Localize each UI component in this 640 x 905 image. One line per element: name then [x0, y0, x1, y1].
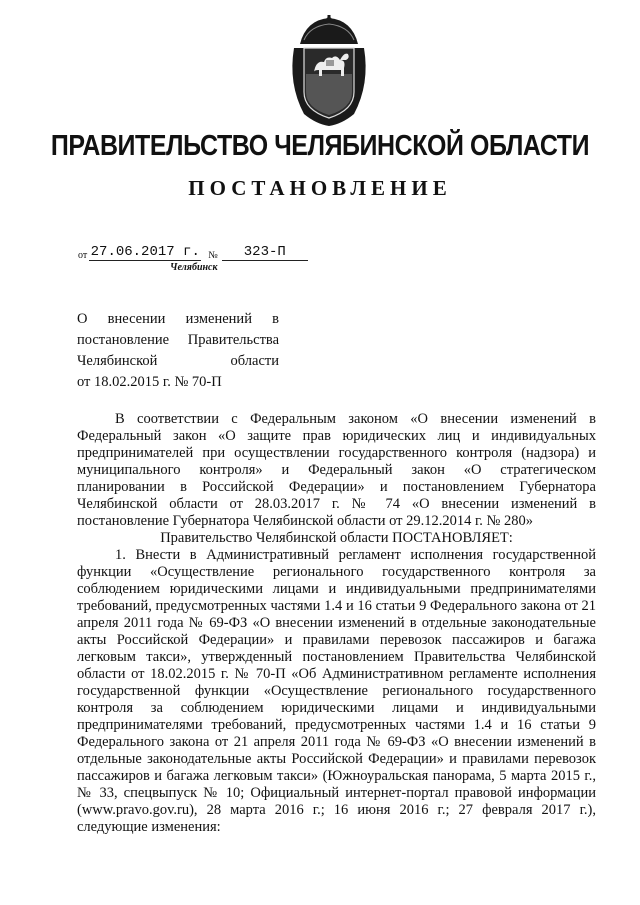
subject-block [77, 309, 279, 393]
body-paragraph: В соответствии с Федеральным законом «О внесении изменений в Федеральный закон «О защите прав юридических лиц и индивидуальных предпринимателей при осуществлении государственного контроля (надзора) и муниципального контроля» и Федеральный закон «О стратегическом планировании в Российской Федерации» и постановлением Губернатора Челябинской области от 28.03.2017 г. № 74 «О внесении изменений в постановление Губернатора Челябинской области от 29.12.2014 г. № 280» [77, 411, 596, 529]
document-body [77, 411, 596, 836]
resolution-statement: Правительство Челябинской области ПОСТАНОВЛЯЕТ: [160, 530, 513, 546]
date-number-line [78, 244, 308, 264]
document-type: ПОСТАНОВЛЕНИЕ [188, 176, 452, 200]
organization-title: ПРАВИТЕЛЬСТВО ЧЕЛЯБИНСКОЙ ОБЛАСТИ [50, 130, 590, 162]
number-label: № [208, 250, 218, 261]
date-value: 27.06.2017 г. [90, 244, 200, 260]
subject-line: О внесении изменений в [77, 311, 279, 327]
date-label: от [78, 250, 88, 261]
subject-line: Челябинской области [77, 353, 279, 369]
coat-of-arms-icon [286, 14, 372, 128]
subject-line: постановление Правительства [77, 332, 279, 348]
number-value: 323-П [222, 244, 308, 261]
city-label: Челябинск [170, 262, 218, 273]
subject-line: от 18.02.2015 г. № 70-П [77, 374, 222, 390]
body-paragraph: 1. Внести в Административный регламент исполнения государственной функции «Осуществление регионального государственного контроля за соблюдением юридическими лицами и индивидуальными предпринимателями требований, предусмотренных частями 1.4 и 16 статьи 9 Федерального закона от 21 апреля 2011 года № 69-ФЗ «О внесении изменений в отдельные законодательные акты Российской Федерации» и правилами перевозок пассажиров и багажа легковым такси», утвержденный постановлением Правительства Челябинской области от 18.02.2015 г. № 70-П «Об Административном регламенте исполнения государственной функции «Осуществление регионального государственного контроля за соблюдением юридическими лицами и индивидуальными предпринимателями требований, предусмотренных частями 1.4 и 16 статьи 9 Федерального закона от 21 апреля 2011 года № 69-ФЗ «О внесении изменений в отдельные законодательные акты Российской Федерации» и правилами перевозок пассажиров и багажа легковым такси» (Южноуральская панорама, 5 марта 2015 г., № 33, спецвыпуск № 10; Официальный интернет-портал правовой информации (www.pravo.gov.ru), 28 марта 2016 г.; 16 июня 2016 г.; 27 февраля 2017 г.), следующие изменения: [77, 547, 596, 835]
